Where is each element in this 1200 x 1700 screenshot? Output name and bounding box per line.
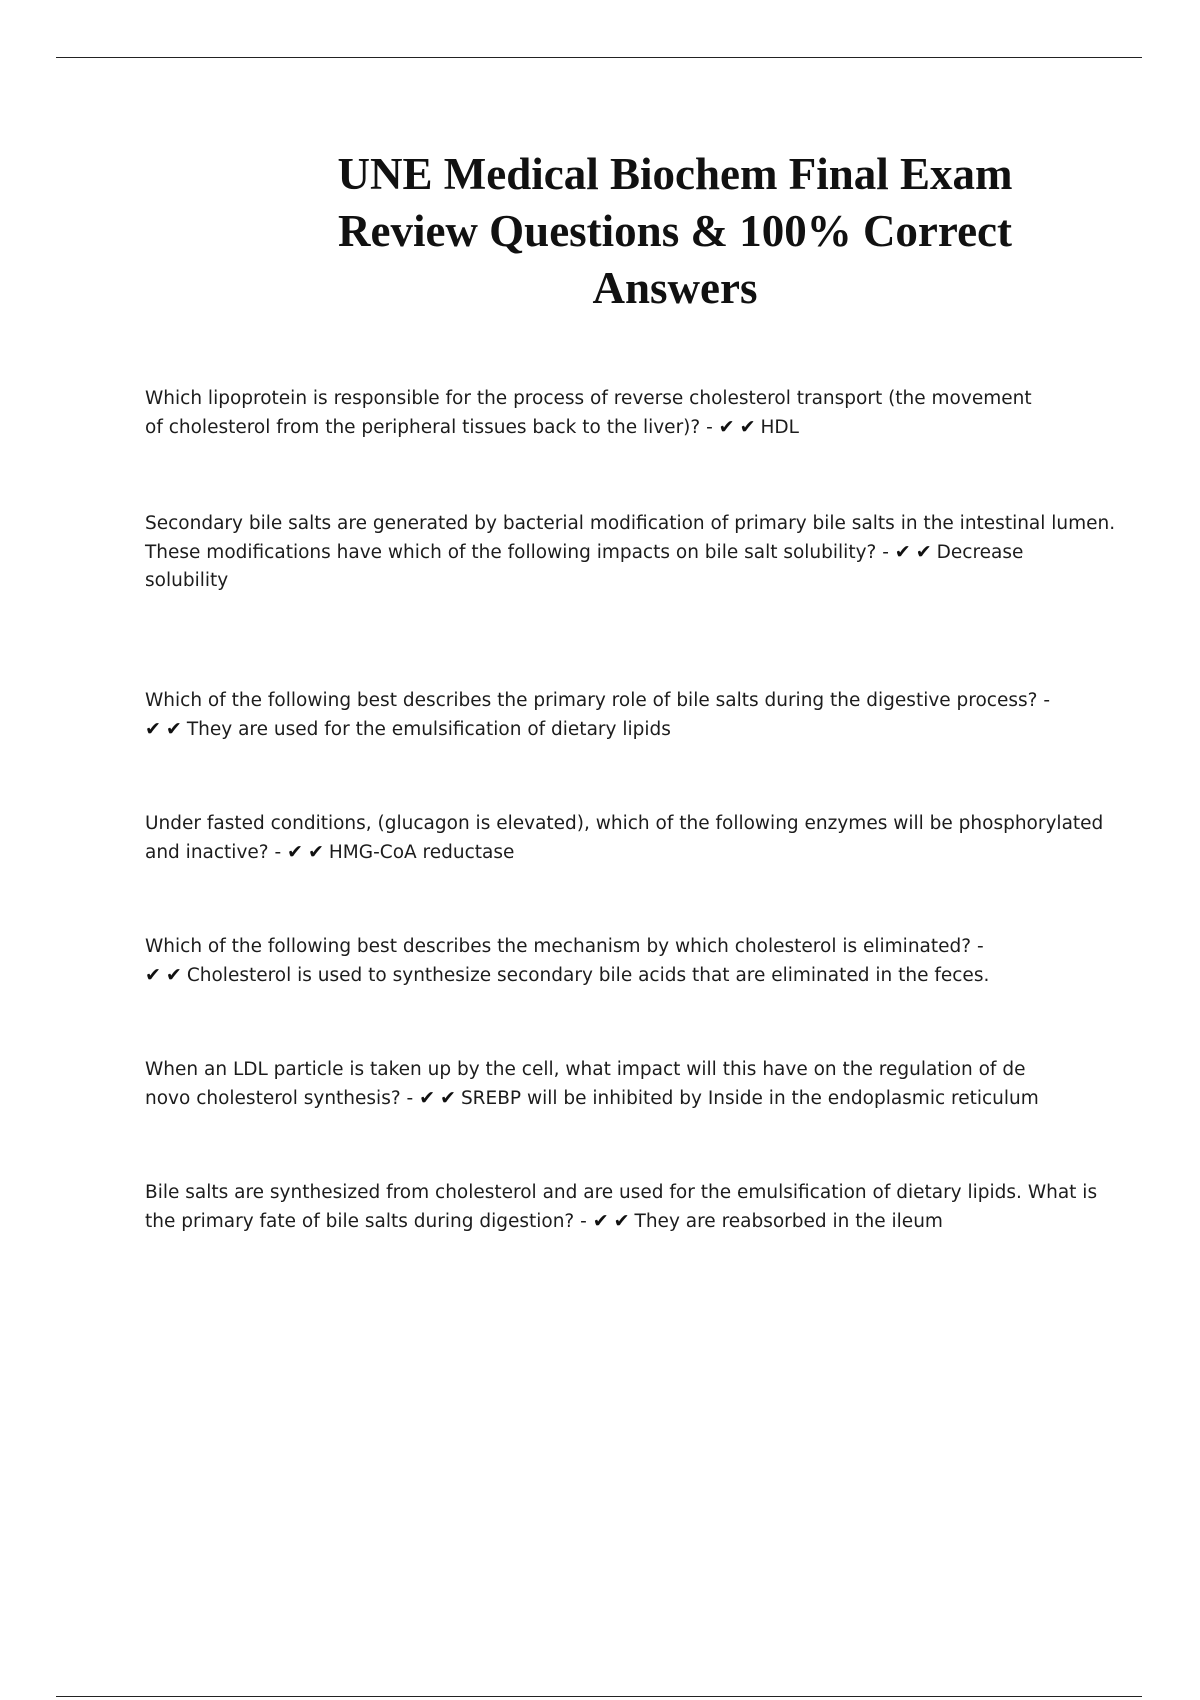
- question-line: Bile salts are synthesized from cholesterol and are used for the emulsification of dietary lipids. What is: [145, 1182, 1098, 1203]
- qa-item: [145, 1179, 1098, 1236]
- qa-item: [145, 1056, 1085, 1113]
- question-answer-line: [145, 538, 1085, 567]
- question-line: Which lipoprotein is responsible for the process of reverse cholesterol transport (the movement: [145, 388, 1032, 409]
- check-mark-icon: ✔✔: [287, 841, 329, 863]
- question-text: the primary fate of bile salts during digestion? -: [145, 1211, 593, 1232]
- question-answer-line: [145, 1084, 1085, 1113]
- answer-continuation: solubility: [145, 570, 229, 591]
- question-line: Under fasted conditions, (glucagon is elevated), which of the following enzymes will be phosphorylated: [145, 813, 1104, 834]
- question-text: These modifications have which of the following impacts on bile salt solubility? -: [145, 542, 895, 563]
- check-mark-icon: ✔✔: [145, 718, 187, 740]
- question-answer-line: [145, 413, 1085, 442]
- qa-item: [145, 687, 1085, 744]
- question-line: Which of the following best describes the primary role of bile salts during the digestive process? -: [145, 690, 1051, 711]
- answer-text: HDL: [760, 417, 799, 438]
- answer-text: Decrease: [936, 542, 1024, 563]
- check-mark-icon: ✔✔: [894, 541, 937, 563]
- check-mark-icon: ✔✔: [419, 1087, 461, 1109]
- page-title: [300, 146, 1050, 317]
- question-text: and inactive? -: [145, 842, 288, 863]
- qa-item: [145, 510, 1116, 595]
- title-line: Answers: [592, 263, 758, 313]
- answer-text: They are reabsorbed in the ileum: [634, 1211, 943, 1232]
- bottom-rule: [56, 1696, 1142, 1697]
- answer-text: SREBP will be inhibited by Inside in the endoplasmic reticulum: [460, 1088, 1039, 1109]
- answer-text: HMG-CoA reductase: [328, 842, 515, 863]
- question-line: When an LDL particle is taken up by the cell, what impact will this have on the regulation of de: [145, 1059, 1026, 1080]
- answer-text: Cholesterol is used to synthesize secondary bile acids that are eliminated in the feces.: [186, 965, 990, 986]
- question-text: of cholesterol from the peripheral tissues back to the liver)? -: [145, 417, 719, 438]
- question-answer-line: [145, 1207, 1085, 1236]
- qa-item: [145, 933, 1085, 990]
- qa-item: [145, 385, 1085, 442]
- question-answer-line: [145, 838, 1085, 867]
- check-mark-icon: ✔✔: [718, 416, 761, 438]
- top-rule: [56, 57, 1142, 58]
- qa-item: [145, 810, 1104, 867]
- title-line: UNE Medical Biochem Final Exam: [337, 149, 1013, 199]
- answer-line: [145, 715, 1085, 744]
- answer-line: [145, 961, 1085, 990]
- question-text: novo cholesterol synthesis? -: [145, 1088, 420, 1109]
- check-mark-icon: ✔✔: [145, 964, 187, 986]
- check-mark-icon: ✔✔: [592, 1210, 635, 1232]
- question-line: Secondary bile salts are generated by bacterial modification of primary bile salts in the intestinal lumen.: [145, 513, 1116, 534]
- question-line: Which of the following best describes the mechanism by which cholesterol is eliminated? -: [145, 936, 984, 957]
- answer-text: They are used for the emulsification of dietary lipids: [186, 719, 671, 740]
- title-line: Review Questions & 100% Correct: [337, 206, 1013, 256]
